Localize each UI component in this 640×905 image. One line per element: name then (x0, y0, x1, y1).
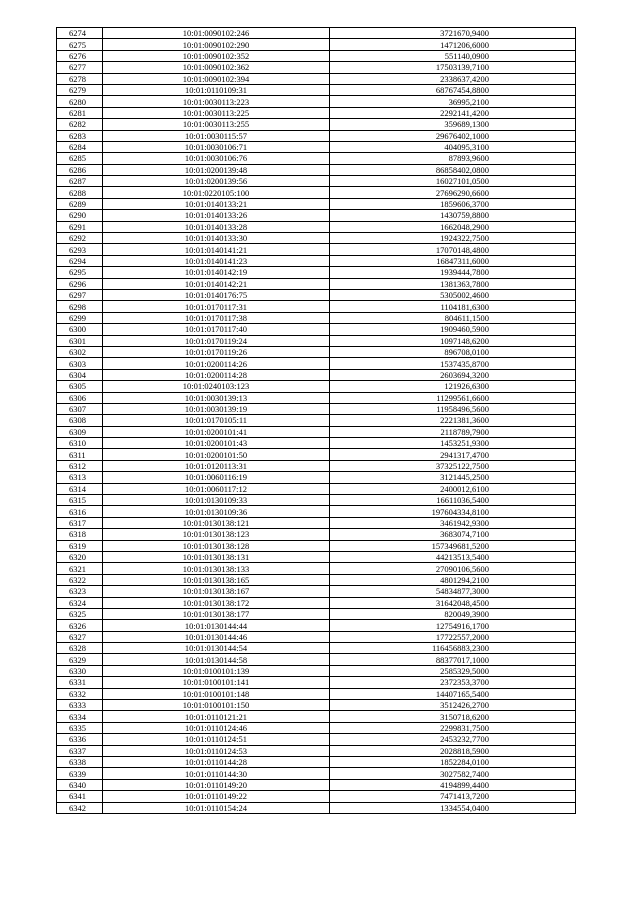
row-number-cell: 6332 (57, 688, 103, 699)
row-number-cell: 6290 (57, 210, 103, 221)
cadastral-number-cell: 10:01:0130138:133 (103, 563, 330, 574)
cadastral-number-cell: 10:01:0140133:21 (103, 198, 330, 209)
table-row (57, 722, 576, 733)
table-row (57, 267, 576, 278)
row-number-cell: 6304 (57, 369, 103, 380)
row-number-cell: 6306 (57, 392, 103, 403)
table-row (57, 176, 576, 187)
table-row (57, 654, 576, 665)
cadastral-number-cell: 10:01:0130144:44 (103, 620, 330, 631)
table-row (57, 540, 576, 551)
cadastral-value-cell: 2338637,4200 (330, 73, 576, 84)
cadastral-value-cell: 359689,1300 (330, 119, 576, 130)
row-number-cell: 6320 (57, 551, 103, 562)
cadastral-value-cell: 31642048,4500 (330, 597, 576, 608)
cadastral-number-cell: 10:01:0200101:50 (103, 449, 330, 460)
row-number-cell: 6337 (57, 745, 103, 756)
row-number-cell: 6278 (57, 73, 103, 84)
cadastral-number-cell: 10:01:0100101:139 (103, 665, 330, 676)
cadastral-value-cell: 197604334,8100 (330, 506, 576, 517)
row-number-cell: 6313 (57, 472, 103, 483)
cadastral-number-cell: 10:01:0130144:54 (103, 643, 330, 654)
table-row (57, 506, 576, 517)
table-row (57, 688, 576, 699)
row-number-cell: 6300 (57, 324, 103, 335)
row-number-cell: 6311 (57, 449, 103, 460)
cadastral-value-cell: 2292141,4200 (330, 107, 576, 118)
row-number-cell: 6310 (57, 438, 103, 449)
cadastral-value-cell: 1453251,9300 (330, 438, 576, 449)
cadastral-number-cell: 10:01:0110124:46 (103, 722, 330, 733)
row-number-cell: 6286 (57, 164, 103, 175)
cadastral-value-cell: 88377017,1000 (330, 654, 576, 665)
row-number-cell: 6309 (57, 426, 103, 437)
table-row (57, 62, 576, 73)
cadastral-value-cell: 3150718,6200 (330, 711, 576, 722)
cadastral-value-cell: 1104181,6300 (330, 301, 576, 312)
row-number-cell: 6279 (57, 84, 103, 95)
cadastral-number-cell: 10:01:0110124:53 (103, 745, 330, 756)
cadastral-value-cell: 16847311,6000 (330, 255, 576, 266)
cadastral-number-cell: 10:01:0130138:128 (103, 540, 330, 551)
row-number-cell: 6293 (57, 244, 103, 255)
cadastral-number-cell: 10:01:0130138:177 (103, 608, 330, 619)
table-row (57, 324, 576, 335)
row-number-cell: 6312 (57, 460, 103, 471)
cadastral-number-cell: 10:01:0130138:165 (103, 574, 330, 585)
cadastral-number-cell: 10:01:0170117:31 (103, 301, 330, 312)
cadastral-value-cell: 54834877,3000 (330, 586, 576, 597)
row-number-cell: 6339 (57, 768, 103, 779)
table-row (57, 403, 576, 414)
row-number-cell: 6295 (57, 267, 103, 278)
cadastral-number-cell: 10:01:0060117:12 (103, 483, 330, 494)
cadastral-value-cell: 16027101,0500 (330, 176, 576, 187)
row-number-cell: 6342 (57, 802, 103, 813)
table-row (57, 130, 576, 141)
row-number-cell: 6291 (57, 221, 103, 232)
cadastral-value-cell: 29676402,1000 (330, 130, 576, 141)
cadastral-number-cell: 10:01:0120113:31 (103, 460, 330, 471)
cadastral-number-cell: 10:01:0030113:255 (103, 119, 330, 130)
row-number-cell: 6305 (57, 381, 103, 392)
cadastral-number-cell: 10:01:0130138:131 (103, 551, 330, 562)
table-row (57, 438, 576, 449)
table-row (57, 517, 576, 528)
cadastral-number-cell: 10:01:0090102:246 (103, 28, 330, 39)
table-row (57, 301, 576, 312)
row-number-cell: 6324 (57, 597, 103, 608)
cadastral-number-cell: 10:01:0130138:172 (103, 597, 330, 608)
cadastral-number-cell: 10:01:0200101:41 (103, 426, 330, 437)
table-row (57, 563, 576, 574)
cadastral-value-cell: 1909460,5900 (330, 324, 576, 335)
cadastral-number-cell: 10:01:0110124:51 (103, 734, 330, 745)
table-row (57, 96, 576, 107)
cadastral-value-cell: 7471413,7200 (330, 791, 576, 802)
cadastral-value-cell: 3721670,9400 (330, 28, 576, 39)
cadastral-number-cell: 10:01:0200114:26 (103, 358, 330, 369)
row-number-cell: 6319 (57, 540, 103, 551)
cadastral-number-cell: 10:01:0130138:121 (103, 517, 330, 528)
row-number-cell: 6281 (57, 107, 103, 118)
table-row (57, 631, 576, 642)
row-number-cell: 6274 (57, 28, 103, 39)
cadastral-value-cell: 2400012,6100 (330, 483, 576, 494)
table-row (57, 665, 576, 676)
cadastral-number-cell: 10:01:0140176:75 (103, 289, 330, 300)
cadastral-value-cell: 116456883,2300 (330, 643, 576, 654)
cadastral-number-cell: 10:01:0030106:71 (103, 141, 330, 152)
row-number-cell: 6333 (57, 700, 103, 711)
table-row (57, 73, 576, 84)
row-number-cell: 6315 (57, 495, 103, 506)
cadastral-value-cell: 896708,0100 (330, 346, 576, 357)
table-row (57, 221, 576, 232)
cadastral-number-cell: 10:01:0110144:28 (103, 757, 330, 768)
row-number-cell: 6326 (57, 620, 103, 631)
cadastral-value-cell: 3121445,2500 (330, 472, 576, 483)
row-number-cell: 6287 (57, 176, 103, 187)
document-page (56, 27, 575, 814)
cadastral-value-cell: 5305002,4600 (330, 289, 576, 300)
cadastral-number-cell: 10:01:0170117:40 (103, 324, 330, 335)
table-row (57, 84, 576, 95)
table-row (57, 28, 576, 39)
cadastral-value-cell: 2372353,3700 (330, 677, 576, 688)
table-row (57, 187, 576, 198)
cadastral-value-cell: 3027582,7400 (330, 768, 576, 779)
table-row (57, 700, 576, 711)
cadastral-number-cell: 10:01:0140141:23 (103, 255, 330, 266)
cadastral-number-cell: 10:01:0130138:167 (103, 586, 330, 597)
table-row (57, 392, 576, 403)
row-number-cell: 6302 (57, 346, 103, 357)
table-row (57, 757, 576, 768)
row-number-cell: 6341 (57, 791, 103, 802)
row-number-cell: 6335 (57, 722, 103, 733)
row-number-cell: 6307 (57, 403, 103, 414)
cadastral-value-cell: 2028818,5900 (330, 745, 576, 756)
row-number-cell: 6338 (57, 757, 103, 768)
cadastral-number-cell: 10:01:0200101:43 (103, 438, 330, 449)
cadastral-value-cell: 17503139,7100 (330, 62, 576, 73)
row-number-cell: 6323 (57, 586, 103, 597)
table-row (57, 745, 576, 756)
row-number-cell: 6296 (57, 278, 103, 289)
row-number-cell: 6336 (57, 734, 103, 745)
cadastral-value-cell: 14407165,5400 (330, 688, 576, 699)
cadastral-number-cell: 10:01:0110149:20 (103, 779, 330, 790)
cadastral-value-cell: 1852284,0100 (330, 757, 576, 768)
table-row (57, 233, 576, 244)
cadastral-number-cell: 10:01:0030139:19 (103, 403, 330, 414)
row-number-cell: 6292 (57, 233, 103, 244)
cadastral-number-cell: 10:01:0110149:22 (103, 791, 330, 802)
row-number-cell: 6276 (57, 50, 103, 61)
cadastral-value-cell: 3683074,7100 (330, 529, 576, 540)
cadastral-number-cell: 10:01:0090102:394 (103, 73, 330, 84)
row-number-cell: 6328 (57, 643, 103, 654)
table-row (57, 415, 576, 426)
cadastral-number-cell: 10:01:0140133:30 (103, 233, 330, 244)
cadastral-value-cell: 551140,0900 (330, 50, 576, 61)
table-row (57, 119, 576, 130)
row-number-cell: 6330 (57, 665, 103, 676)
cadastral-number-cell: 10:01:0140133:28 (103, 221, 330, 232)
cadastral-value-cell: 1334554,0400 (330, 802, 576, 813)
cadastral-value-cell: 87893,9600 (330, 153, 576, 164)
cadastral-number-cell: 10:01:0130144:58 (103, 654, 330, 665)
cadastral-value-cell: 2585329,5000 (330, 665, 576, 676)
table-row (57, 711, 576, 722)
table-row (57, 107, 576, 118)
table-row (57, 734, 576, 745)
cadastral-number-cell: 10:01:0200114:28 (103, 369, 330, 380)
table-row (57, 141, 576, 152)
cadastral-value-cell: 157349681,5200 (330, 540, 576, 551)
cadastral-value-cell: 4194899,4400 (330, 779, 576, 790)
cadastral-number-cell: 10:01:0030113:223 (103, 96, 330, 107)
cadastral-value-cell: 1939444,7800 (330, 267, 576, 278)
table-row (57, 358, 576, 369)
row-number-cell: 6303 (57, 358, 103, 369)
table-row (57, 164, 576, 175)
table-row (57, 768, 576, 779)
row-number-cell: 6318 (57, 529, 103, 540)
table-row (57, 312, 576, 323)
row-number-cell: 6325 (57, 608, 103, 619)
table-row (57, 369, 576, 380)
table-row (57, 620, 576, 631)
cadastral-number-cell: 10:01:0110121:21 (103, 711, 330, 722)
cadastral-number-cell: 10:01:0060116:19 (103, 472, 330, 483)
row-number-cell: 6316 (57, 506, 103, 517)
cadastral-value-cell: 36995,2100 (330, 96, 576, 107)
table-row (57, 597, 576, 608)
cadastral-value-cell: 1537435,8700 (330, 358, 576, 369)
cadastral-number-cell: 10:01:0140133:26 (103, 210, 330, 221)
table-row (57, 50, 576, 61)
row-number-cell: 6321 (57, 563, 103, 574)
table-row (57, 255, 576, 266)
cadastral-value-cell: 11958496,5600 (330, 403, 576, 414)
table-row (57, 210, 576, 221)
row-number-cell: 6331 (57, 677, 103, 688)
cadastral-value-cell: 404095,3100 (330, 141, 576, 152)
table-row (57, 495, 576, 506)
table-body (57, 28, 576, 814)
cadastral-value-cell: 12754916,1700 (330, 620, 576, 631)
row-number-cell: 6284 (57, 141, 103, 152)
cadastral-value-cell: 68767454,8800 (330, 84, 576, 95)
table-row (57, 460, 576, 471)
row-number-cell: 6275 (57, 39, 103, 50)
table-row (57, 472, 576, 483)
cadastral-value-cell: 1859606,3700 (330, 198, 576, 209)
table-row (57, 529, 576, 540)
cadastral-value-cell: 86858402,0800 (330, 164, 576, 175)
cadastral-value-cell: 1097148,6200 (330, 335, 576, 346)
cadastral-number-cell: 10:01:0200139:48 (103, 164, 330, 175)
row-number-cell: 6327 (57, 631, 103, 642)
cadastral-value-cell: 2299831,7500 (330, 722, 576, 733)
cadastral-number-cell: 10:01:0140142:21 (103, 278, 330, 289)
table-row (57, 574, 576, 585)
table-row (57, 153, 576, 164)
table-row (57, 335, 576, 346)
table-row (57, 244, 576, 255)
cadastral-number-cell: 10:01:0030115:57 (103, 130, 330, 141)
cadastral-value-cell: 1662048,2900 (330, 221, 576, 232)
cadastral-value-cell: 27696290,6600 (330, 187, 576, 198)
cadastral-number-cell: 10:01:0170119:26 (103, 346, 330, 357)
row-number-cell: 6282 (57, 119, 103, 130)
table-row (57, 608, 576, 619)
cadastral-number-cell: 10:01:0110109:31 (103, 84, 330, 95)
cadastral-value-cell: 121926,6300 (330, 381, 576, 392)
cadastral-number-cell: 10:01:0200139:56 (103, 176, 330, 187)
row-number-cell: 6289 (57, 198, 103, 209)
cadastral-number-cell: 10:01:0100101:150 (103, 700, 330, 711)
table-row (57, 586, 576, 597)
row-number-cell: 6334 (57, 711, 103, 722)
row-number-cell: 6288 (57, 187, 103, 198)
table-row (57, 278, 576, 289)
table-row (57, 551, 576, 562)
table-row (57, 643, 576, 654)
table-row (57, 677, 576, 688)
cadastral-value-cell: 1430759,8800 (330, 210, 576, 221)
table-row (57, 791, 576, 802)
cadastral-value-cell: 804611,1500 (330, 312, 576, 323)
row-number-cell: 6340 (57, 779, 103, 790)
row-number-cell: 6329 (57, 654, 103, 665)
table-row (57, 289, 576, 300)
cadastral-value-table (56, 27, 576, 814)
cadastral-number-cell: 10:01:0170105:11 (103, 415, 330, 426)
cadastral-number-cell: 10:01:0130144:46 (103, 631, 330, 642)
table-row (57, 198, 576, 209)
cadastral-number-cell: 10:01:0090102:290 (103, 39, 330, 50)
cadastral-value-cell: 1924322,7500 (330, 233, 576, 244)
row-number-cell: 6277 (57, 62, 103, 73)
cadastral-number-cell: 10:01:0090102:352 (103, 50, 330, 61)
row-number-cell: 6280 (57, 96, 103, 107)
table-row (57, 426, 576, 437)
cadastral-number-cell: 10:01:0100101:141 (103, 677, 330, 688)
cadastral-value-cell: 2118789,7900 (330, 426, 576, 437)
cadastral-value-cell: 2941317,4700 (330, 449, 576, 460)
cadastral-number-cell: 10:01:0140141:21 (103, 244, 330, 255)
table-row (57, 449, 576, 460)
row-number-cell: 6298 (57, 301, 103, 312)
cadastral-number-cell: 10:01:0030106:76 (103, 153, 330, 164)
cadastral-number-cell: 10:01:0240103:123 (103, 381, 330, 392)
cadastral-value-cell: 1381363,7800 (330, 278, 576, 289)
cadastral-number-cell: 10:01:0130109:33 (103, 495, 330, 506)
cadastral-number-cell: 10:01:0090102:362 (103, 62, 330, 73)
cadastral-value-cell: 17070148,4800 (330, 244, 576, 255)
cadastral-number-cell: 10:01:0170117:38 (103, 312, 330, 323)
cadastral-number-cell: 10:01:0130138:123 (103, 529, 330, 540)
cadastral-value-cell: 17722557,2000 (330, 631, 576, 642)
row-number-cell: 6314 (57, 483, 103, 494)
table-row (57, 483, 576, 494)
row-number-cell: 6322 (57, 574, 103, 585)
cadastral-value-cell: 11299561,6600 (330, 392, 576, 403)
cadastral-number-cell: 10:01:0030113:225 (103, 107, 330, 118)
row-number-cell: 6317 (57, 517, 103, 528)
cadastral-number-cell: 10:01:0110144:30 (103, 768, 330, 779)
row-number-cell: 6308 (57, 415, 103, 426)
row-number-cell: 6283 (57, 130, 103, 141)
row-number-cell: 6301 (57, 335, 103, 346)
table-row (57, 779, 576, 790)
table-row (57, 346, 576, 357)
cadastral-value-cell: 3461942,9300 (330, 517, 576, 528)
cadastral-number-cell: 10:01:0220105:100 (103, 187, 330, 198)
cadastral-number-cell: 10:01:0170119:24 (103, 335, 330, 346)
table-row (57, 381, 576, 392)
cadastral-number-cell: 10:01:0030139:13 (103, 392, 330, 403)
cadastral-number-cell: 10:01:0110154:24 (103, 802, 330, 813)
cadastral-value-cell: 820049,3900 (330, 608, 576, 619)
cadastral-value-cell: 44213513,5400 (330, 551, 576, 562)
cadastral-value-cell: 2453232,7700 (330, 734, 576, 745)
row-number-cell: 6297 (57, 289, 103, 300)
cadastral-number-cell: 10:01:0140142:19 (103, 267, 330, 278)
cadastral-value-cell: 2221381,3600 (330, 415, 576, 426)
cadastral-value-cell: 2603694,3200 (330, 369, 576, 380)
row-number-cell: 6294 (57, 255, 103, 266)
cadastral-value-cell: 3512426,2700 (330, 700, 576, 711)
cadastral-number-cell: 10:01:0130109:36 (103, 506, 330, 517)
cadastral-value-cell: 16611036,5400 (330, 495, 576, 506)
cadastral-value-cell: 27090106,5600 (330, 563, 576, 574)
row-number-cell: 6285 (57, 153, 103, 164)
table-row (57, 802, 576, 813)
cadastral-number-cell: 10:01:0100101:148 (103, 688, 330, 699)
cadastral-value-cell: 37325122,7500 (330, 460, 576, 471)
table-row (57, 39, 576, 50)
row-number-cell: 6299 (57, 312, 103, 323)
cadastral-value-cell: 4801294,2100 (330, 574, 576, 585)
cadastral-value-cell: 1471206,6000 (330, 39, 576, 50)
